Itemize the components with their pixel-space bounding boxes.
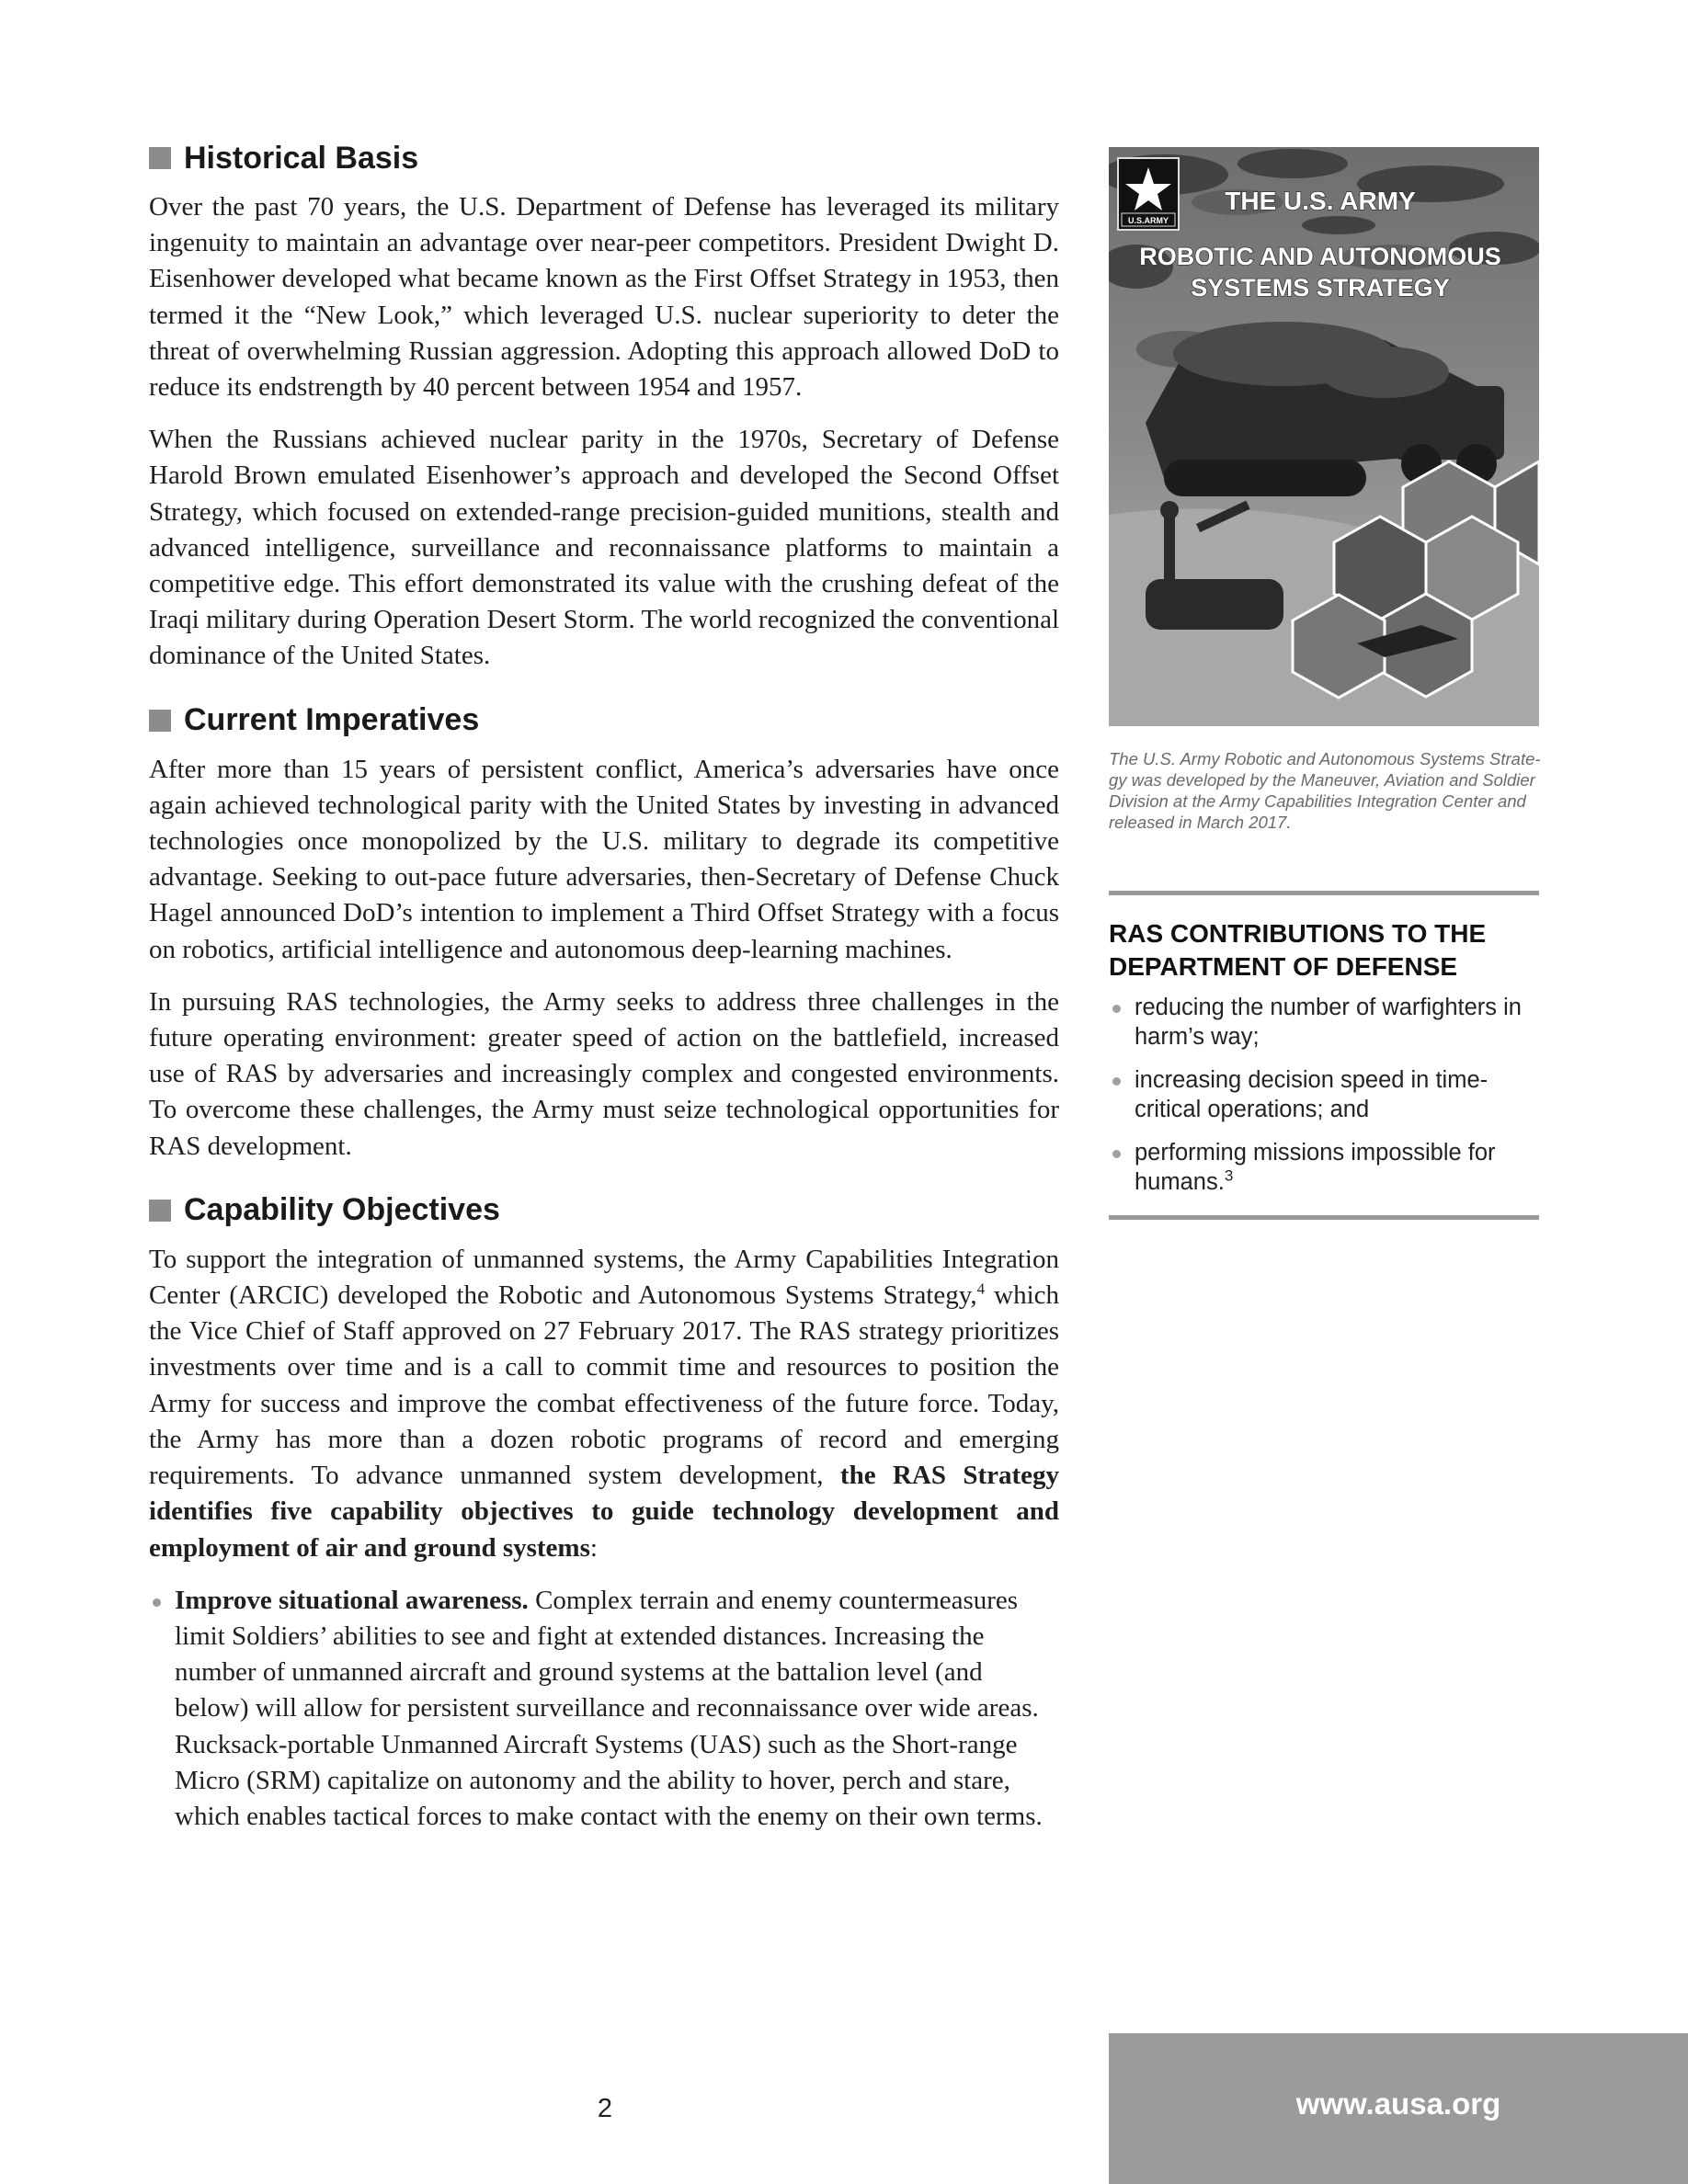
paragraph: In pursuing RAS technologies, the Army seeks to address three challenges in the future operating environment: greater speed of action on the battlefield, increased use of RAS by adversaries and increasingly complex and congested environments. To overcome these challenges, the Army must seize technological opportunities for RAS development. <box>149 986 1059 1161</box>
heading-square-icon <box>149 1200 171 1222</box>
heading-text: Historical Basis <box>184 140 419 176</box>
page-number: 2 <box>597 2094 613 2123</box>
paragraph: To support the integration of unmanned systems, the Army Capabilities Integration Center (ARCIC) developed the Robotic and Autonomous Systems Strategy,$^4$ which the Vice Chief of Staff approved on 27 February 2017. The RAS strategy prioritizes investments over time and is a call to commit time and resources to position the Army for success and improve the combat effectiveness of the future force. Today, the Army has more than a dozen robotic programs of record and emerging requirements. To advance unmanned system development, the RAS Strategy identifies five capability objectives to guide technology development and employment of air and ground systems: <box>149 1244 1060 1563</box>
strategy-cover-image <box>1109 147 1539 726</box>
heading-text: Capability Objectives <box>184 1192 500 1228</box>
section-heading-current-imperatives <box>149 700 1059 741</box>
cover-title-line1: THE U.S. ARMY <box>1225 187 1416 215</box>
section-heading-historical-basis <box>149 138 1059 178</box>
paragraph: Over the past 70 years, the U.S. Department of Defense has leveraged its military ingenuity to maintain an advantage over near-peer competitors. President Dwight D. Eisenhower developed what became known as the First Offset Strategy in 1953, then termed it the “New Look,” which leveraged U.S. nuclear superiority to deter the threat of overwhelming Russian aggression. Adopting this approach allowed DoD to reduce its endstrength by 40 percent between 1954 and 1957. <box>149 192 1059 403</box>
ras-contributions-list <box>1109 993 1539 1197</box>
ras-contributions-box <box>1109 891 1539 1220</box>
paragraph: When the Russians achieved nuclear parity in the 1970s, Secretary of Defense Harold Brown emulated Eisenhower’s approach and developed the Second Offset Strategy, which focused on extended-range precision-guided munitions, stealth and advanced intelligence, surveillance and reconnaissance platforms to maintain a competitive edge. This effort demonstrated its value with the crushing defeat of the Iraqi military during Operation Desert Storm. The world recognized the conventional dominance of the United States. <box>149 425 1059 671</box>
footnote-ref: 3 <box>1224 1166 1234 1185</box>
objectives-list <box>149 1583 1059 1835</box>
heading-square-icon <box>149 147 171 169</box>
main-column <box>149 138 1059 1835</box>
paragraph: After more than 15 years of persistent conflict, America’s adversaries have once again achieved technological parity with the United States by investing in advanced technologies once monopolized by the U.S. military to degrade its competitive advantage. Seeking to out-pace future adversaries, then-Secretary of Defense Chuck Hagel announced DoD’s intention to implement a Third Offset Strategy with a focus on robotics, artificial intelligence and autonomous deep-learning machines. <box>149 754 1059 964</box>
section-heading-capability-objectives <box>149 1190 1059 1231</box>
heading-text: Current Imperatives <box>184 702 480 738</box>
list-item: Improve situational awareness. Complex terrain and enemy countermeasures limit Soldiers’ abilities to see and fight at extended distances. Increasing the number of unmanned aircraft and ground systems at the battalion level (and below) will allow for persistent surveillance and reconnaissance over wide areas. Rucksack-portable Unmanned Aircraft Systems (UAS) such as the Short-range Micro (SRM) capitalize on autonomy and the ability to hover, perch and stare, which enables tactical forces to make contact with the enemy on their own terms. <box>149 1583 1059 1835</box>
ras-box-title: RAS CONTRIBUTIONS TO THE DEPARTMENT OF DEFENSE <box>1109 919 1487 981</box>
cover-badge-text: U.S.ARMY <box>1127 216 1169 225</box>
footer-url-link[interactable]: www.ausa.org <box>1295 2087 1501 2121</box>
cover-title-line2: ROBOTIC AND AUTONOMOUS <box>1139 243 1501 270</box>
footnote-ref: 4 <box>976 1280 986 1298</box>
list-item: reducing the number of warfighters in harm’s way; <box>1109 993 1539 1052</box>
cover-title-line3: SYSTEMS STRATEGY <box>1191 274 1450 301</box>
cover-caption: The U.S. Army Robotic and Autonomous Systems Strategy was developed by the Maneuver, Aviation and Soldier Division at the Army Capabilities Integration Center and released in March 2017. <box>1109 749 1541 832</box>
list-item: performing missions impossible for humans.$^3$ <box>1109 1138 1539 1197</box>
list-item: increasing decision speed in time-critical operations; and <box>1109 1065 1539 1124</box>
heading-square-icon <box>149 710 171 732</box>
